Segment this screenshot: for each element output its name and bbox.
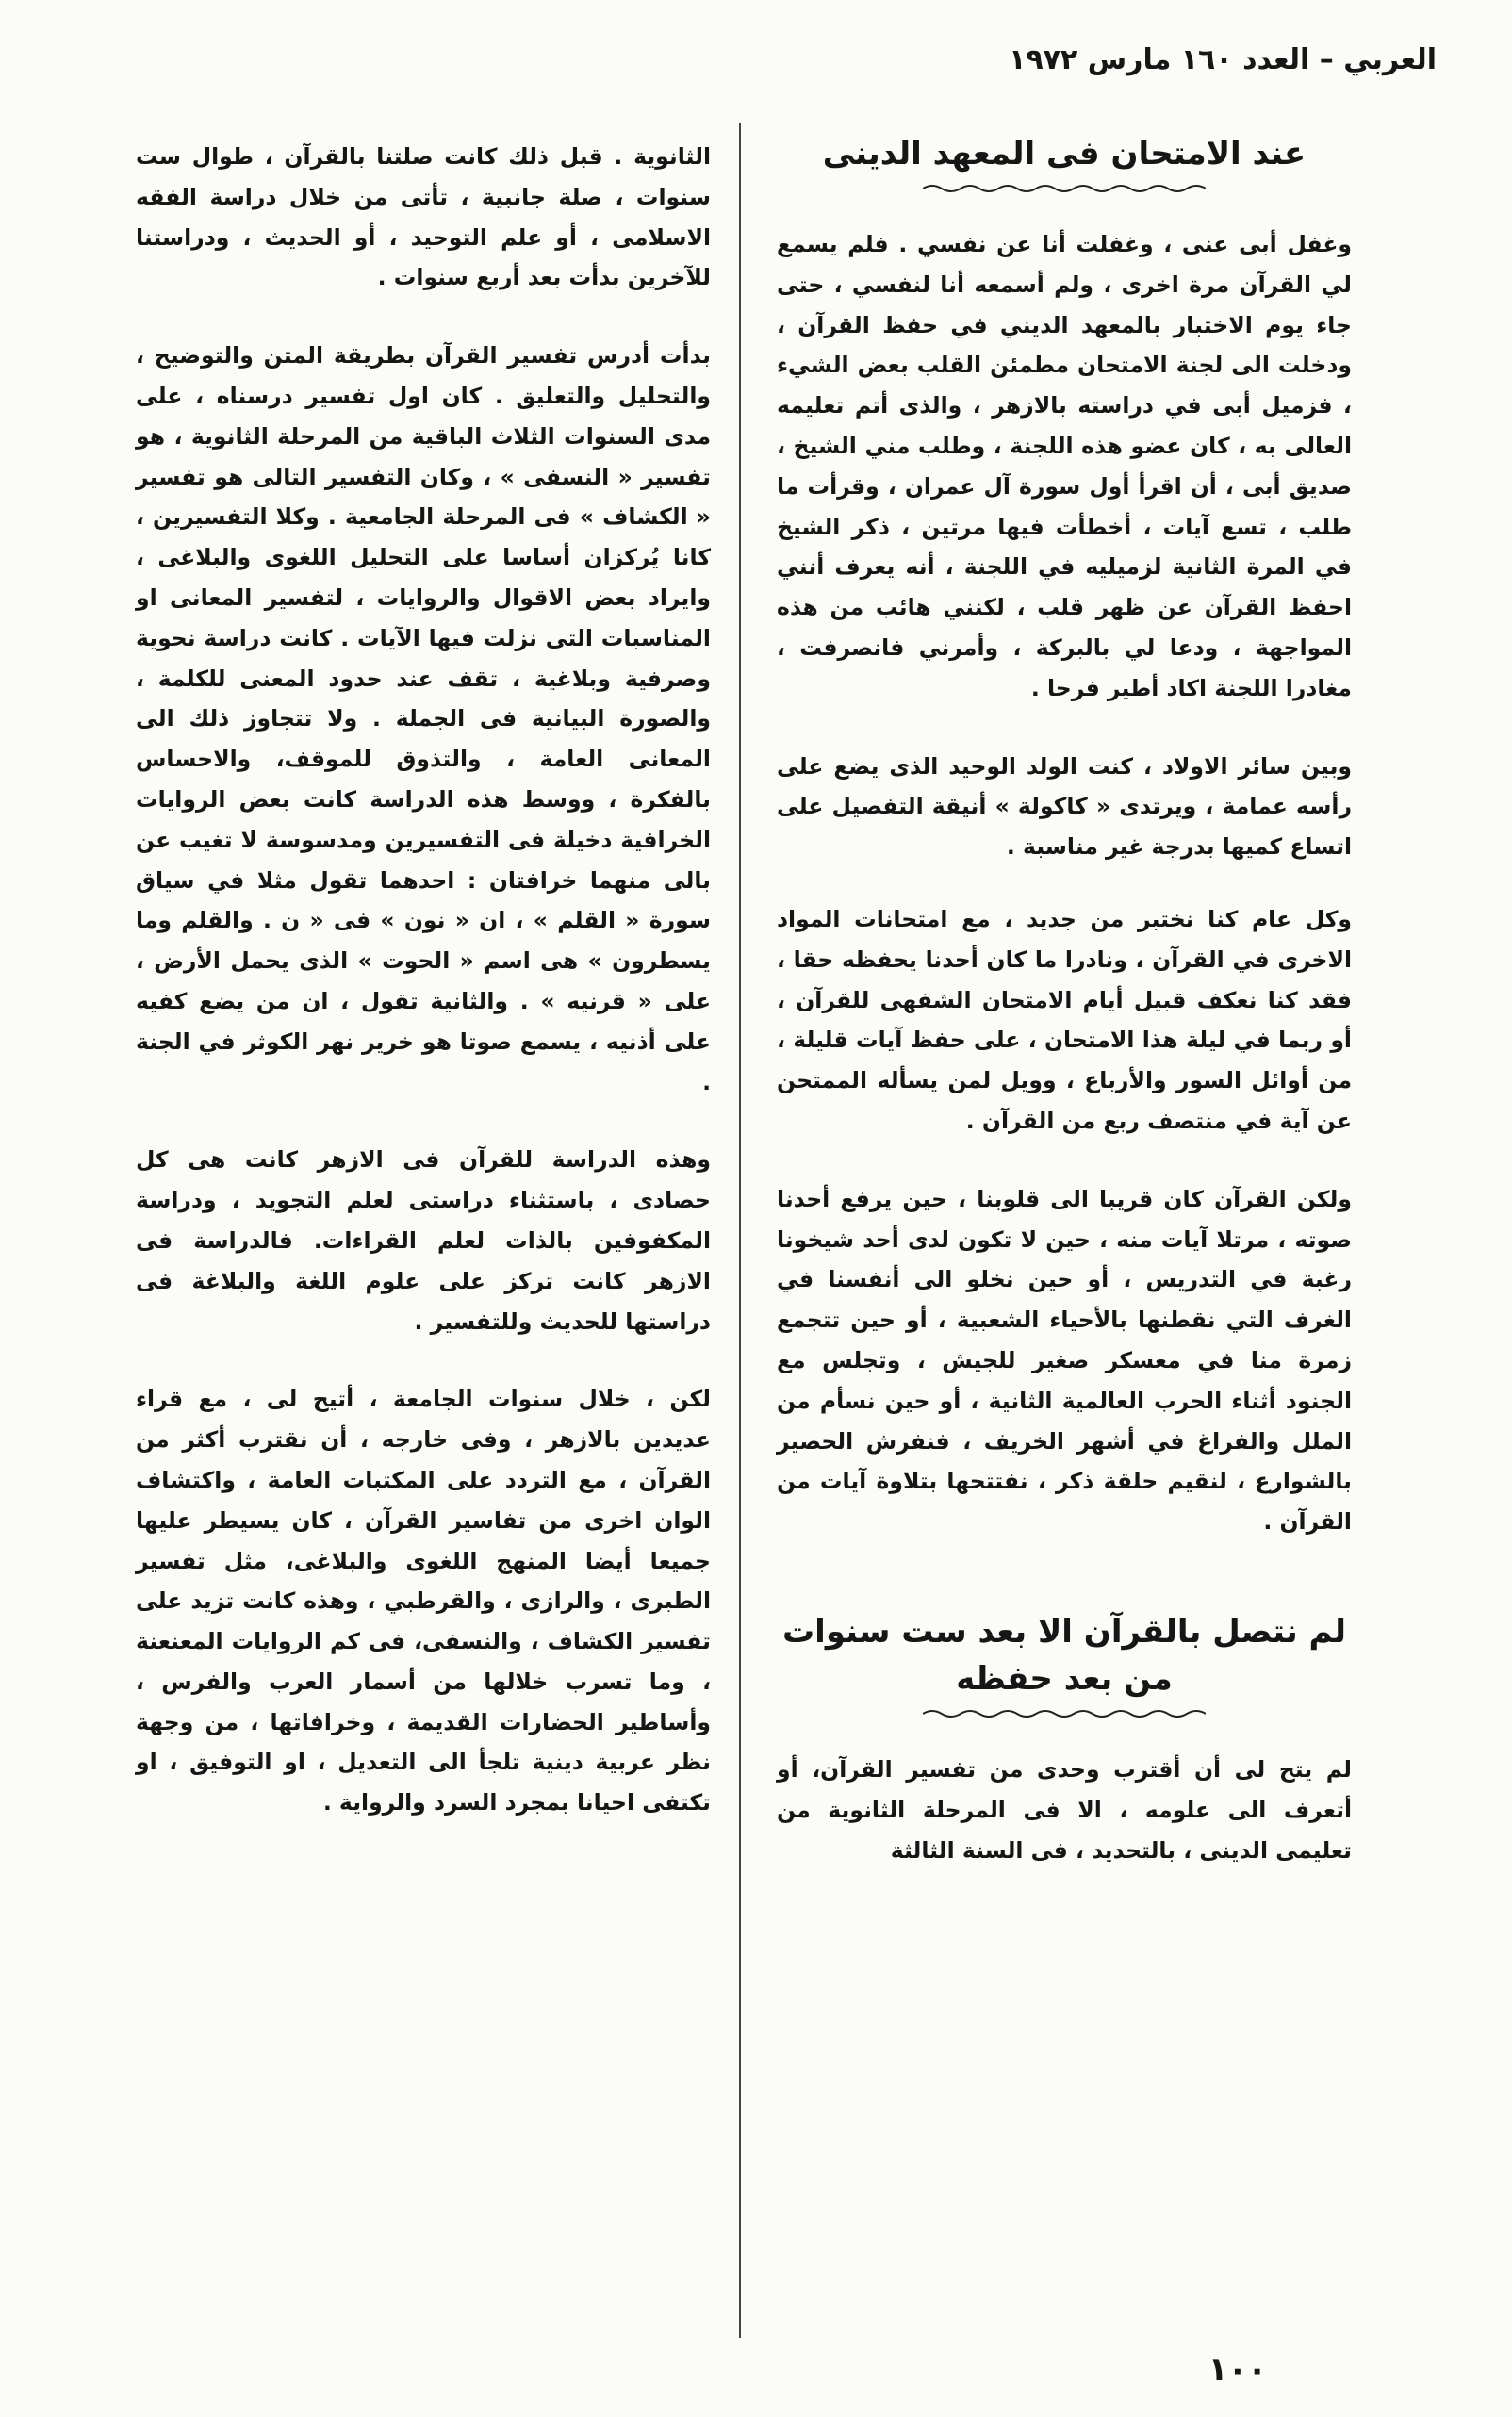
page-number: ١٠٠	[1208, 2351, 1267, 2389]
paragraph: لكن ، خلال سنوات الجامعة ، أتيح لى ، مع قراء عديدين بالازهر ، وفى خارجه ، أن نقترب أكثر من القرآن ، مع التردد على المكتبات العامة ، واكتشاف الوان اخرى من تفاسير القرآن ، كان يسيطر عليها جميعا أيضا المنهج اللغوى والبلاغى، مثل تفسير الطبرى ، والرازى ، والقرطبي ، وهذه كانت تزيد على تفسير الكشاف ، والنسفى، فى كم الروايات المعنعنة ، وما تسرب خلالها من أسمار العرب والفرس ، وأساطير الحضارات القديمة ، وخرافاتها ، من وجهة نظر عربية دينية تلجأ الى التعديل ، او التوفيق ، او تكتفى احيانا بمجرد السرد والرواية .	[136, 1386, 711, 1817]
paragraph: وكل عام كنا نختبر من جديد ، مع امتحانات المواد الاخرى في القرآن ، ونادرا ما كان أحدنا يحفظه حقا ، فقد كنا نعكف قبيل أيام الامتحان الشفهى للقرآن ، أو ربما في ليلة هذا الامتحان ، على حفظ آيات قليلة ، من أوائل السور والأرباع ، وويل لمن يسأله الممتحن عن آية في منتصف ربع من القرآن .	[777, 905, 1352, 1134]
section-heading-exam: عند الامتحان فى المعهد الدينى	[822, 135, 1307, 173]
paragraph: ولكن القرآن كان قريبا الى قلوبنا ، حين يرفع أحدنا صوته ، مرتلا آيات منه ، حين لا تكون لدى أحد شيخونا رغبة في التدريس ، أو حين نخلو الى أنفسنا في الغرف التي نقطنها بالأحياء الشعبية ، أو حين تتجمع زمرة منا في معسكر صغير للجيش ، وتجلس مع الجنود أثناء الحرب العالمية الثانية ، أو حين نسأم من الملل والفراغ في أشهر الخريف ، فنفرش الحصير بالشوارع ، لنقيم حلقة ذكر ، نفتتحها بتلاوة آيات من القرآن .	[777, 1185, 1352, 1536]
paragraph: وهذه الدراسة للقرآن فى الازهر كانت هى كل حصادى ، باستثناء دراستى لعلم التجويد ، ودراسة المكفوفين بالذات لعلم القراءات. فالدراسة فى الازهر كانت تركز على علوم اللغة والبلاغة فى دراستها للحديث وللتفسير .	[136, 1146, 711, 1335]
paragraph: الثانوية . قبل ذلك كانت صلتنا بالقرآن ، طوال ست سنوات ، صلة جانبية ، تأتى من خلال دراسة الفقه الاسلامى ، أو علم التوحيد ، أو الحديث ، ودراستنا للآخرين بدأت بعد أربع سنوات .	[136, 143, 711, 291]
paragraph: وبين سائر الاولاد ، كنت الولد الوحيد الذى يضع على رأسه عمامة ، ويرتدى « كاكولة » أنيقة التفصيل على اتساع كميها بدرجة غير مناسبة .	[777, 752, 1352, 861]
left-column	[136, 137, 711, 1861]
running-header: العربي – العدد ١٦٠ مارس ١٩٧٢	[1009, 43, 1437, 76]
paragraph: لم يتح لى أن أقترب وحدى من تفسير القرآن، أو أتعرف الى علومه ، الا فى المرحلة الثانوية من تعليمى الدينى ، بالتحديد ، فى السنة الثالثة	[777, 1755, 1352, 1864]
paragraph: وغفل أبى عنى ، وغفلت أنا عن نفسي . فلم يسمع لي القرآن مرة اخرى ، ولم أسمعه أنا لنفسي ، حتى جاء يوم الاختبار بالمعهد الديني في حفظ القرآن ، ودخلت الى لجنة الامتحان مطمئن القلب بعض الشيء ، فزميل أبى في دراسته بالازهر ، والذى أتم تعليمه العالى به ، كان عضو هذه اللجنة ، وطلب مني الشيخ ، صديق أبى ، أن اقرأ أول سورة آل عمران ، وقرأت ما طلب ، تسع آيات ، أخطأت فيها مرتين ، ذكر الشيخ في المرة الثانية لزميليه في اللجنة ، أنه يعرف أنني احفظ القرآن عن ظهر قلب ، لكنني هائب من هذه المواجهة ، ودعا لي بالبركة ، وأمرني فانصرفت ، مغادرا اللجنة اكاد أطير فرحا .	[777, 231, 1352, 701]
right-column	[777, 123, 1352, 1908]
section-heading-quran-contact: لم نتصل بالقرآن الا بعد ست سنوات من بعد حفظه	[782, 1612, 1346, 1698]
paragraph: بدأت أدرس تفسير القرآن بطريقة المتن والتوضيح ، والتحليل والتعليق . كان اول تفسير درسناه ، على مدى السنوات الثلاث الباقية من المرحلة الثانوية ، هو تفسير « النسفى » ، وكان التفسير التالى هو تفسير « الكشاف » فى المرحلة الجامعية . وكلا التفسيرين ، كانا يُركزان أساسا على التحليل اللغوى والبلاغى ، وايراد بعض الاقوال والروايات ، لتفسير المعانى او المناسبات التى نزلت فيها الآيات . كانت دراسة نحوية وصرفية وبلاغية ، تقف عند حدود المعنى للكلمة ، والصورة البيانية فى الجملة . ولا تتجاوز ذلك الى المعانى العامة ، والتذوق للموقف، والاحساس بالفكرة ، ووسط هذه الدراسة كانت بعض الروايات الخرافية دخيلة فى التفسيرين ومدسوسة لا تغيب عن بالى منهما خرافتان : احدهما تقول مثلا في سياق سورة « القلم » ، ان « نون » فى « ن . والقلم وما يسطرون » هى اسم « الحوت » الذى يحمل الأرض ، على « قرنيه » . والثانية تقول ، ان من يضع كفيه على أذنيه ، يسمع صوتا هو خرير نهر الكوثر في الجنة .	[136, 342, 711, 1095]
heading-underline-ornament	[923, 181, 1206, 196]
heading-underline-ornament	[923, 1706, 1206, 1721]
